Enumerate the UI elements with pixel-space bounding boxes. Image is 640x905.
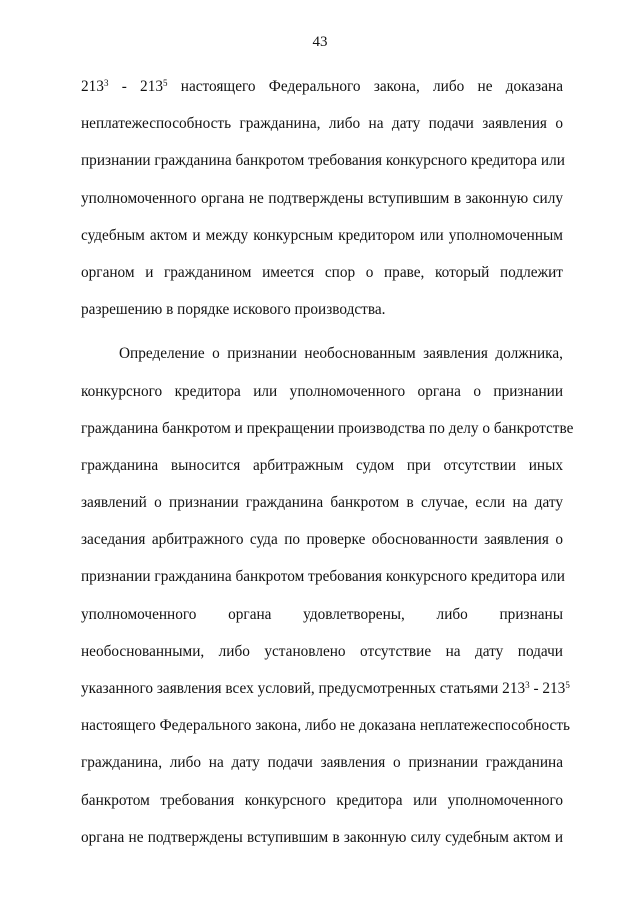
text-line: [81, 291, 563, 328]
text-run: - 213: [108, 78, 164, 95]
text-line: [81, 521, 563, 558]
paragraph-gap: [81, 328, 563, 335]
text-line: [81, 558, 563, 595]
text-line: [81, 782, 563, 819]
text-run: указанного заявления всех условий, предусмотренных статьями 213: [81, 680, 526, 697]
text-run: банкротом требования конкурсного кредитора или уполномоченного: [81, 791, 563, 809]
superscript: 3: [103, 78, 109, 89]
text-run: гражданина банкротом и прекращении производства по делу о банкротстве: [81, 419, 574, 437]
text-run: неплатежеспособность гражданина, либо на дату подачи заявления о: [81, 115, 563, 133]
text-line: [81, 335, 563, 372]
text-run: настоящего Федерального закона, либо не доказана неплатежеспособность: [81, 717, 570, 735]
text-line: [81, 670, 570, 707]
text-line: [81, 633, 563, 670]
text-line: [81, 254, 563, 291]
text-run: уполномоченного органа не подтверждены вступившим в законную силу: [81, 189, 563, 207]
text-run: гражданина выносится арбитражным судом при отсутствии иных: [81, 456, 563, 474]
text-run: органом и гражданином имеется спор о праве, который подлежит: [81, 263, 563, 281]
text-run: уполномоченного органа удовлетворены, либо признаны: [81, 605, 563, 623]
text-line: [81, 68, 563, 105]
text-run: - 213: [529, 680, 566, 697]
text-line: [81, 105, 563, 142]
text-run: признании гражданина банкротом требования конкурсного кредитора или: [81, 152, 565, 170]
superscript: 3: [525, 680, 530, 691]
text-line: [81, 142, 563, 179]
text-run: настоящего Федерального закона, либо не доказана: [167, 78, 563, 95]
text-run: разрешению в порядке искового производства.: [81, 301, 386, 319]
text-line: [81, 819, 563, 856]
text-run: заседания арбитражного суда по проверке обоснованности заявления о: [81, 531, 563, 549]
text-run: гражданина, либо на дату подачи заявления о признании гражданина: [81, 754, 563, 772]
text-line: [81, 217, 563, 254]
paragraph: [81, 335, 574, 856]
page-number: 43: [312, 34, 328, 50]
text-line: [81, 410, 574, 447]
text-line: [81, 447, 563, 484]
text-run: признании гражданина банкротом требования конкурсного кредитора или: [81, 568, 565, 586]
text-run: Определение о признании необоснованным заявления должника,: [119, 345, 563, 363]
text-run: конкурсного кредитора или уполномоченного органа о признании: [81, 382, 563, 400]
text-run: органа не подтверждены вступившим в законную силу судебным актом и: [81, 828, 563, 846]
text-run: необоснованными, либо установлено отсутствие на дату подачи: [81, 642, 563, 660]
text-run: судебным актом и между конкурсным кредитором или уполномоченным: [81, 226, 563, 244]
superscript: 5: [163, 78, 168, 89]
superscript: 5: [565, 680, 570, 691]
paragraph: [81, 68, 563, 328]
text-run: 213: [81, 78, 104, 95]
text-run: заявлений о признании гражданина банкротом в случае, если на дату: [81, 494, 563, 512]
text-line: [81, 373, 563, 410]
text-line: [81, 707, 570, 744]
text-line: [81, 596, 563, 633]
text-line: [81, 180, 563, 217]
text-line: [81, 744, 563, 781]
text-line: [81, 484, 563, 521]
document-body: [81, 68, 574, 856]
